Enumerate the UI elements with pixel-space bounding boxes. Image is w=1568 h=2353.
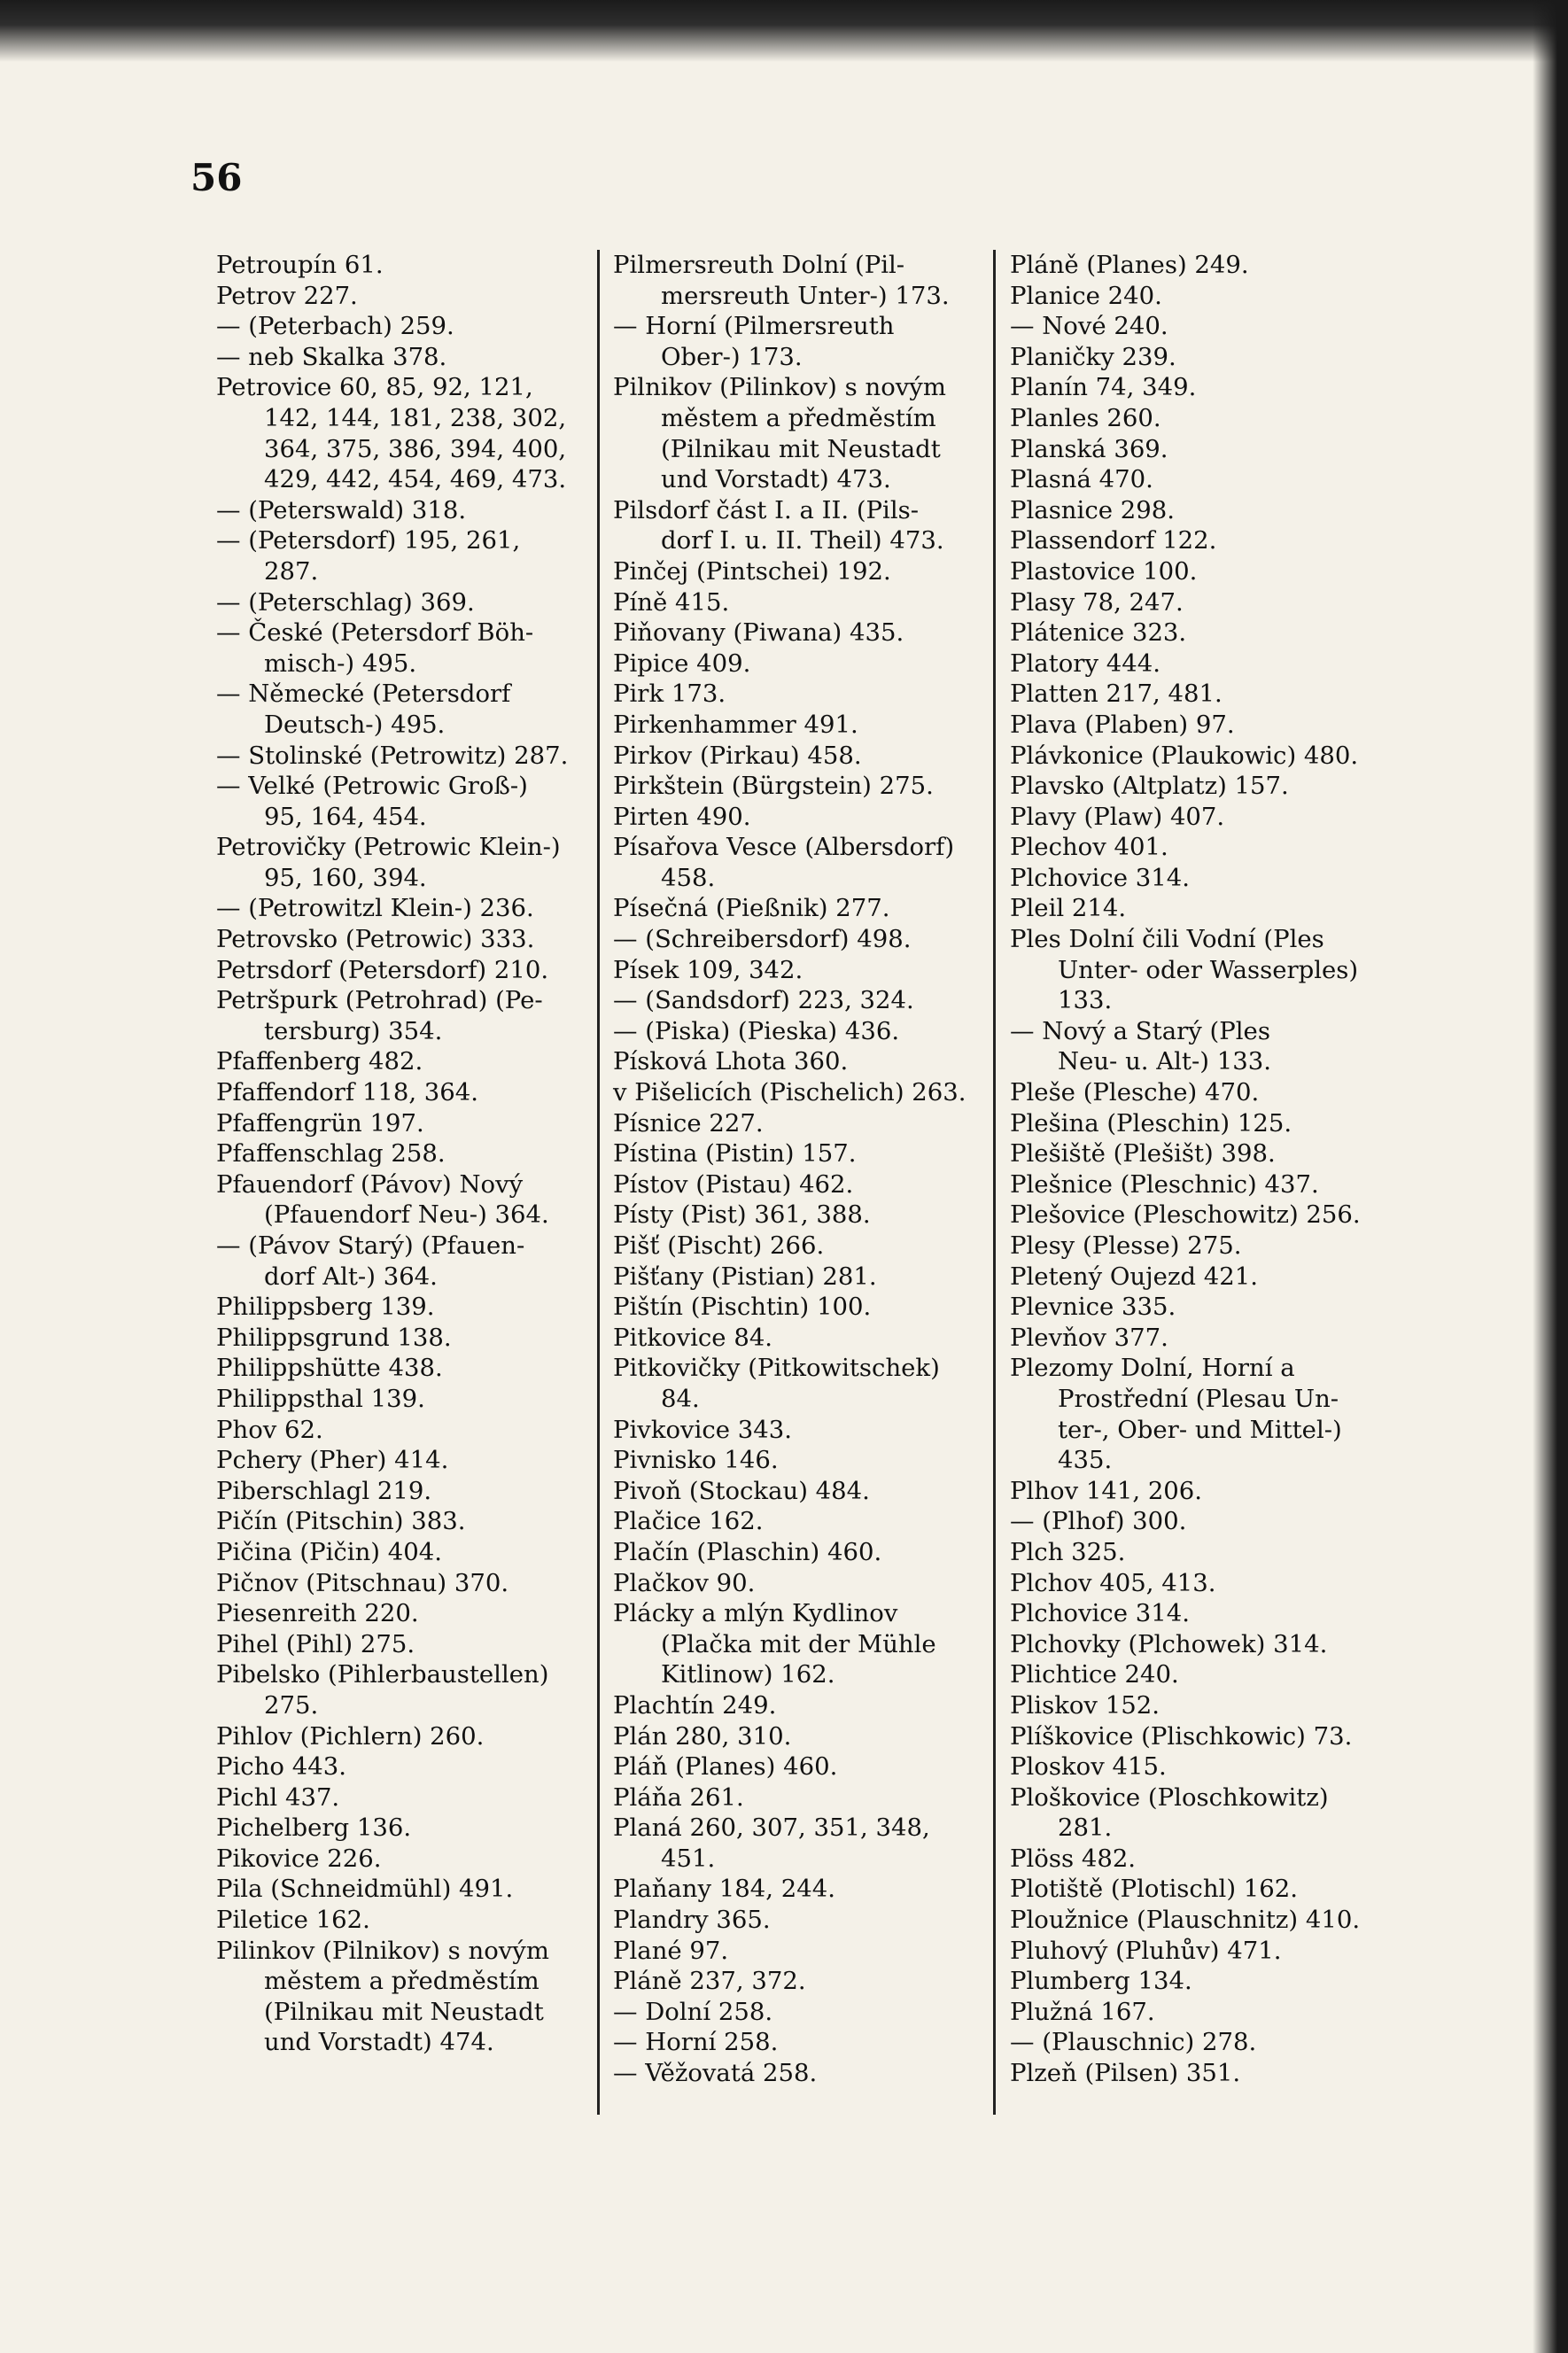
index-entry: Petrsdorf (Petersdorf) 210. bbox=[216, 955, 549, 984]
index-entry: Petrovice 60, 85, 92, 121, 142, 144, 181, 238, 302, 364, 375, 386, 394, 400, 429, 442, 454, 469, 473. bbox=[216, 373, 567, 494]
index-entry: Plasy 78, 247. bbox=[1010, 587, 1184, 617]
index-entry: Pichelberg 136. bbox=[216, 1813, 412, 1843]
index-entry: Plesy (Plesse) 275. bbox=[1010, 1231, 1242, 1260]
index-entry: Písek 109, 342. bbox=[613, 955, 803, 984]
index-entry: Plchovky (Plchowek) 314. bbox=[1010, 1629, 1328, 1658]
scan-shadow-top bbox=[0, 0, 1568, 62]
index-entry: Plasná 470. bbox=[1010, 465, 1153, 494]
index-entry: Planice 240. bbox=[1010, 281, 1162, 310]
index-entry: Pirkštein (Bürgstein) 275. bbox=[613, 772, 934, 801]
index-entry: Pičnov (Pitschnau) 370. bbox=[216, 1568, 509, 1597]
index-entry: Plassendorf 122. bbox=[1010, 526, 1217, 555]
index-entry: Philippshütte 438. bbox=[216, 1354, 443, 1383]
index-entry: — (Petrowitzl Klein-) 236. bbox=[216, 894, 534, 923]
index-entry: Pitkovičky (Pitkowitschek) 84. bbox=[613, 1354, 940, 1413]
scan-shadow-right bbox=[1533, 0, 1568, 2353]
index-entry: Pivnisko 146. bbox=[613, 1446, 779, 1475]
index-entry: Pilinkov (Pilnikov) s novým městem a předměstím (Pilnikau mit Neustadt und Vorstadt) 474. bbox=[216, 1936, 549, 2057]
index-entry: Philippsthal 139. bbox=[216, 1384, 425, 1413]
index-entry: Pístina (Pistin) 157. bbox=[613, 1139, 857, 1169]
index-entry: Plöss 482. bbox=[1010, 1844, 1137, 1873]
index-entry: — (Peterschlag) 369. bbox=[216, 587, 475, 617]
index-entry: Plačín (Plaschin) 460. bbox=[613, 1537, 882, 1566]
index-column-3 bbox=[1010, 250, 1391, 2089]
index-entry: — (Pávov Starý) (Pfauen- dorf Alt-) 364. bbox=[216, 1231, 525, 1291]
index-entry: Plaňany 184, 244. bbox=[613, 1875, 835, 1904]
index-entry: Plevňov 377. bbox=[1010, 1323, 1168, 1352]
index-entry: Pibelsko (Pihlerbaustellen) 275. bbox=[216, 1660, 549, 1720]
index-entry: v Pišelicích (Pischelich) 263. bbox=[613, 1078, 966, 1107]
index-entry: Pfaffenschlag 258. bbox=[216, 1139, 446, 1169]
index-entry: Plavy (Plaw) 407. bbox=[1010, 802, 1225, 831]
index-entry: Pišťany (Pistian) 281. bbox=[613, 1262, 877, 1291]
index-entry: Pláňa 261. bbox=[613, 1782, 744, 1812]
column-divider-2 bbox=[993, 250, 996, 2115]
index-entry: Plužná 167. bbox=[1010, 1997, 1155, 2026]
index-entry: Plávkonice (Plaukowic) 480. bbox=[1010, 741, 1359, 770]
index-entry: Pila (Schneidmühl) 491. bbox=[216, 1875, 514, 1904]
index-entry: Pirkov (Pirkau) 458. bbox=[613, 741, 862, 770]
index-column-2 bbox=[613, 250, 985, 2089]
index-entry: Plezomy Dolní, Horní a Prostřední (Plesau Un- ter-, Ober- und Mittel-) 435. bbox=[1010, 1354, 1342, 1475]
column-divider-1 bbox=[597, 250, 600, 2115]
index-entry: Pfaffengrün 197. bbox=[216, 1108, 424, 1138]
index-entry: Pičina (Pičin) 404. bbox=[216, 1537, 442, 1566]
index-entry: — Německé (Petersdorf Deutsch-) 495. bbox=[216, 679, 511, 739]
index-entry: Pihlov (Pichlern) 260. bbox=[216, 1721, 485, 1751]
index-entry: Plavsko (Altplatz) 157. bbox=[1010, 772, 1289, 801]
index-entry: Plačkov 90. bbox=[613, 1568, 756, 1597]
index-entry: Písařova Vesce (Albersdorf) 458. bbox=[613, 833, 955, 892]
index-entry: Planá 260, 307, 351, 348, 451. bbox=[613, 1813, 930, 1873]
index-entry: Piesenreith 220. bbox=[216, 1599, 419, 1628]
index-entry: Plačice 162. bbox=[613, 1507, 764, 1536]
index-entry: Plotiště (Plotischl) 162. bbox=[1010, 1875, 1299, 1904]
index-entry: Pipice 409. bbox=[613, 648, 751, 678]
index-entry: Plzeň (Pilsen) 351. bbox=[1010, 2059, 1241, 2088]
index-entry: Pitkovice 84. bbox=[613, 1323, 773, 1352]
index-entry: — neb Skalka 378. bbox=[216, 342, 447, 371]
index-entry: Philippsberg 139. bbox=[216, 1293, 435, 1322]
index-entry: — Horní (Pilmersreuth Ober-) 173. bbox=[613, 312, 895, 371]
index-entry: Pláň (Planes) 460. bbox=[613, 1752, 838, 1782]
index-entry: Písečná (Pießnik) 277. bbox=[613, 894, 890, 923]
index-entry: Pičín (Pitschin) 383. bbox=[216, 1507, 466, 1536]
index-entry: Plachtín 249. bbox=[613, 1690, 777, 1720]
index-entry: Plevnice 335. bbox=[1010, 1293, 1176, 1322]
index-entry: Píně 415. bbox=[613, 587, 730, 617]
index-entry: Ploškovice (Ploschkowitz) 281. bbox=[1010, 1782, 1329, 1843]
index-entry: Plhov 141, 206. bbox=[1010, 1476, 1203, 1505]
index-entry: Petrovičky (Petrowic Klein-) 95, 160, 394. bbox=[216, 833, 561, 892]
index-entry: Plandry 365. bbox=[613, 1906, 771, 1935]
index-entry: Pirk 173. bbox=[613, 679, 726, 709]
index-entry: Plichtice 240. bbox=[1010, 1660, 1179, 1689]
index-entry: Plchovice 314. bbox=[1010, 1599, 1190, 1628]
index-entry: — (Plauschnic) 278. bbox=[1010, 2028, 1257, 2057]
index-entry: Plešiště (Plešišt) 398. bbox=[1010, 1139, 1276, 1169]
index-entry: Picho 443. bbox=[216, 1752, 346, 1782]
index-entry: Petroupín 61. bbox=[216, 251, 384, 279]
index-entry: Pliskov 152. bbox=[1010, 1690, 1160, 1720]
index-entry: Pichl 437. bbox=[216, 1782, 340, 1812]
index-entry: Pláně 237, 372. bbox=[613, 1967, 806, 1996]
index-entry: Pchery (Pher) 414. bbox=[216, 1446, 449, 1475]
index-entry: Petrov 227. bbox=[216, 281, 358, 310]
index-entry: Piletice 162. bbox=[216, 1906, 370, 1935]
index-entry: Plchovice 314. bbox=[1010, 863, 1190, 892]
index-entry: Pilsdorf část I. a II. (Pils- dorf I. u. II. Theil) 473. bbox=[613, 495, 944, 555]
index-entry: Piberschlagl 219. bbox=[216, 1476, 432, 1505]
index-entry: — (Piska) (Pieska) 436. bbox=[613, 1016, 900, 1045]
index-entry: Platten 217, 481. bbox=[1010, 679, 1223, 709]
index-entry: Plasnice 298. bbox=[1010, 495, 1175, 524]
index-entry: Plíškovice (Plischkowic) 73. bbox=[1010, 1721, 1353, 1751]
index-entry: — (Peterswald) 318. bbox=[216, 495, 467, 524]
index-entry: Plumberg 134. bbox=[1010, 1967, 1192, 1996]
index-entry: Pilmersreuth Dolní (Pil- mersreuth Unter-) 173. bbox=[613, 251, 950, 310]
page-number: 56 bbox=[190, 156, 243, 199]
index-entry: — Nové 240. bbox=[1010, 312, 1168, 341]
index-entry: Plešovice (Pleschowitz) 256. bbox=[1010, 1200, 1361, 1230]
index-entry: Piňovany (Piwana) 435. bbox=[613, 618, 904, 648]
index-entry: Pihel (Pihl) 275. bbox=[216, 1629, 415, 1658]
index-entry: — (Petersdorf) 195, 261, 287. bbox=[216, 526, 521, 586]
index-entry: Plava (Plaben) 97. bbox=[1010, 710, 1235, 739]
index-entry: Pístov (Pistau) 462. bbox=[613, 1169, 854, 1199]
index-entry: — Dolní 258. bbox=[613, 1997, 773, 2026]
index-entry: Plácky a mlýn Kydlinov (Plačka mit der Mühle Kitlinow) 162. bbox=[613, 1599, 936, 1689]
index-entry: Pištín (Pischtin) 100. bbox=[613, 1293, 872, 1322]
index-entry: — (Peterbach) 259. bbox=[216, 312, 454, 341]
index-entry: Pfaffenberg 482. bbox=[216, 1047, 423, 1076]
index-entry: Plechov 401. bbox=[1010, 833, 1168, 862]
index-entry: Plán 280, 310. bbox=[613, 1721, 792, 1751]
index-entry: Pikovice 226. bbox=[216, 1844, 382, 1873]
index-entry: — (Schreibersdorf) 498. bbox=[613, 925, 912, 954]
index-entry: — (Sandsdorf) 223, 324. bbox=[613, 986, 914, 1015]
index-entry: Plané 97. bbox=[613, 1936, 729, 1965]
index-entry: Písnice 227. bbox=[613, 1108, 764, 1138]
index-entry: Pirkenhammer 491. bbox=[613, 710, 858, 739]
index-entry: — (Plhof) 300. bbox=[1010, 1507, 1187, 1536]
index-entry: Pirten 490. bbox=[613, 802, 751, 831]
index-entry: Pleše (Plesche) 470. bbox=[1010, 1078, 1260, 1107]
index-entry: Pluhový (Pluhův) 471. bbox=[1010, 1936, 1282, 1965]
index-entry: Plešina (Pleschin) 125. bbox=[1010, 1108, 1292, 1138]
index-entry: Plastovice 100. bbox=[1010, 556, 1198, 586]
index-entry: Pivkovice 343. bbox=[613, 1415, 793, 1444]
index-entry: — Nový a Starý (Ples Neu- u. Alt-) 133. bbox=[1010, 1016, 1271, 1076]
index-entry: Phov 62. bbox=[216, 1415, 323, 1444]
index-column-1 bbox=[216, 250, 588, 2058]
index-entry: Planín 74, 349. bbox=[1010, 373, 1197, 402]
index-entry: — Velké (Petrowic Groß-) 95, 164, 454. bbox=[216, 772, 528, 831]
index-entry: Pletený Oujezd 421. bbox=[1010, 1262, 1259, 1291]
index-entry: Písková Lhota 360. bbox=[613, 1047, 849, 1076]
index-entry: Pilnikov (Pilinkov) s novým městem a předměstím (Pilnikau mit Neustadt und Vorstadt) 473. bbox=[613, 373, 946, 494]
index-entry: Petrovsko (Petrowic) 333. bbox=[216, 925, 535, 954]
index-entry: Ploskov 415. bbox=[1010, 1752, 1167, 1782]
index-entry: Pivoň (Stockau) 484. bbox=[613, 1476, 870, 1505]
index-entry: Plchov 405, 413. bbox=[1010, 1568, 1216, 1597]
index-entry: Platory 444. bbox=[1010, 648, 1160, 678]
index-entry: Pleil 214. bbox=[1010, 894, 1127, 923]
index-entry: Planská 369. bbox=[1010, 434, 1168, 463]
index-entry: — Stolinské (Petrowitz) 287. bbox=[216, 741, 569, 770]
index-entry: Pinčej (Pintschei) 192. bbox=[613, 556, 891, 586]
index-entry: Pišť (Pischt) 266. bbox=[613, 1231, 825, 1260]
index-entry: Planičky 239. bbox=[1010, 342, 1176, 371]
index-entry: Ples Dolní čili Vodní (Ples Unter- oder Wasserples) 133. bbox=[1010, 925, 1359, 1015]
index-entry: — Horní 258. bbox=[613, 2028, 779, 2057]
index-entry: Pláně (Planes) 249. bbox=[1010, 251, 1249, 279]
index-entry: Plešnice (Pleschnic) 437. bbox=[1010, 1169, 1319, 1199]
index-entry: Plátenice 323. bbox=[1010, 618, 1187, 648]
index-entry: Pfaffendorf 118, 364. bbox=[216, 1078, 479, 1107]
index-entry: Pfauendorf (Pávov) Nový (Pfauendorf Neu-) 364. bbox=[216, 1169, 549, 1230]
index-entry: Plch 325. bbox=[1010, 1537, 1126, 1566]
index-entry: Planles 260. bbox=[1010, 403, 1161, 432]
index-entry: Písty (Pist) 361, 388. bbox=[613, 1200, 871, 1230]
index-entry: — Věžovatá 258. bbox=[613, 2059, 818, 2088]
index-entry: Philippsgrund 138. bbox=[216, 1323, 452, 1352]
index-entry: — České (Petersdorf Böh- misch-) 495. bbox=[216, 618, 534, 678]
index-entry: Ploužnice (Plauschnitz) 410. bbox=[1010, 1906, 1361, 1935]
index-entry: Petršpurk (Petrohrad) (Pe- tersburg) 354. bbox=[216, 986, 543, 1045]
